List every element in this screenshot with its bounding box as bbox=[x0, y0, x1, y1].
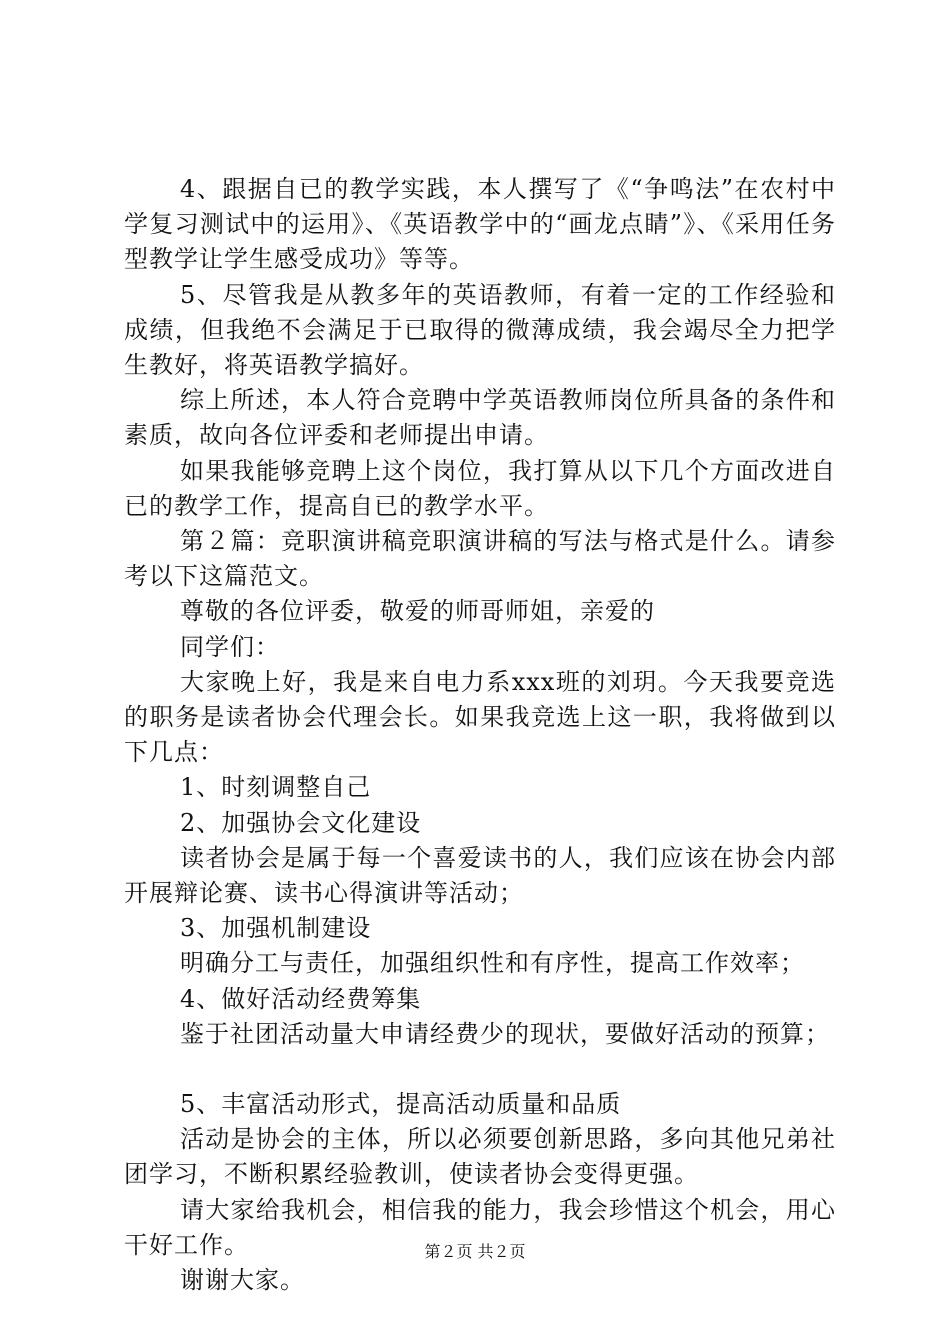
paragraph: 读者协会是属于每一个喜爱读书的人，我们应该在协会内部开展辩论赛、读书心得演讲等活动； bbox=[124, 843, 836, 908]
paragraph: 明确分工与责任，加强组织性和有序性，提高工作效率； bbox=[180, 949, 805, 978]
paragraph: 5、尽管我是从教多年的英语教师，有着一定的工作经验和成绩，但我绝不会满足于已取得的微薄成绩，我会竭尽全力把学生教好，将英语教学搞好。 bbox=[124, 280, 836, 380]
paragraph: 2、加强协会文化建设 bbox=[180, 808, 422, 837]
page-footer: 第２页 共２页 bbox=[424, 1242, 526, 1261]
paragraph: 5、丰富活动形式，提高活动质量和品质 bbox=[180, 1090, 622, 1119]
paragraph: 4、跟据自已的教学实践，本人撰写了《“争鸣法”在农村中学复习测试中的运用》、《英语教学中的“画龙点睛”》、《采用任务型教学让学生感受成功》等等。 bbox=[124, 175, 836, 274]
paragraph: 同学们： bbox=[180, 632, 280, 661]
paragraph: 谢谢大家。 bbox=[180, 1266, 305, 1295]
paragraph: 请大家给我机会，相信我的能力，我会珍惜这个机会，用心干好工作。 bbox=[124, 1195, 836, 1259]
paragraph: 4、做好活动经费筹集 bbox=[180, 984, 422, 1013]
blank-line bbox=[124, 1052, 836, 1087]
paragraph: 如果我能够竞聘上这个岗位，我打算从以下几个方面改进自已的教学工作，提高自已的教学水平。 bbox=[124, 456, 836, 520]
paragraph: 活动是协会的主体，所以必须要创新思路，多向其他兄弟社团学习，不断积累经验教训，使读者协会变得更强。 bbox=[124, 1125, 836, 1189]
document-body bbox=[124, 172, 836, 1298]
paragraph: 3、加强机制建设 bbox=[180, 914, 372, 943]
paragraph: 尊敬的各位评委，敬爱的师哥师姐，亲爱的 bbox=[180, 597, 655, 626]
paragraph: 鉴于社团活动量大申请经费少的现状，要做好活动的预算； bbox=[180, 1019, 830, 1048]
paragraph: 综上所述，本人符合竞聘中学英语教师岗位所具备的条件和素质，故向各位评委和老师提出申请。 bbox=[124, 386, 836, 450]
paragraph: 大家晚上好，我是来自电力系xxx班的刘玥。今天我要竞选的职务是读者协会代理会长。如果我竞选上这一职，我将做到以下几点： bbox=[124, 667, 836, 767]
paragraph: 第２篇：竞职演讲稿竞职演讲稿的写法与格式是什么。请参考以下这篇范文。 bbox=[124, 527, 836, 591]
paragraph: 1、时刻调整自己 bbox=[180, 773, 372, 802]
